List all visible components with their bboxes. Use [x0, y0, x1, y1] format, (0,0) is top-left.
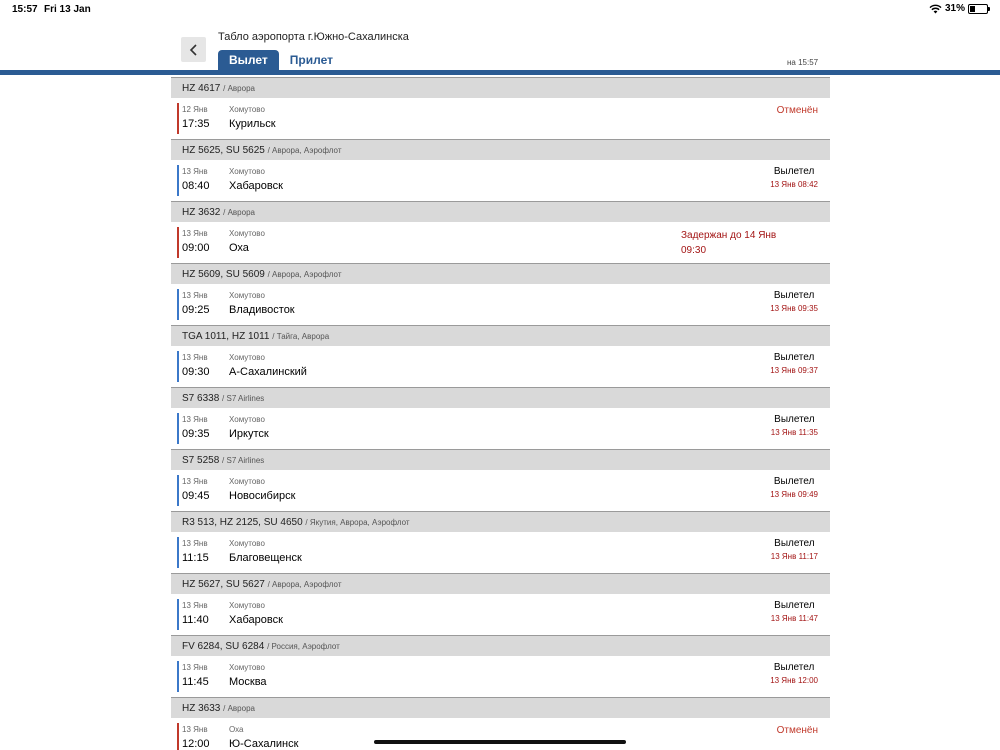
flight-time: 09:35 — [182, 428, 210, 440]
status-label: Вылетел — [774, 600, 815, 611]
status-actual-time: 13 Янв 11:17 — [770, 552, 818, 561]
flight-numbers: R3 513, HZ 2125, SU 4650 — [182, 517, 303, 528]
flight-row[interactable] — [171, 532, 830, 573]
flight-time: 08:40 — [182, 180, 210, 192]
flight-status — [777, 724, 818, 736]
flight-status-bar — [177, 227, 179, 258]
flight-numbers: HZ 5625, SU 5625 — [182, 145, 265, 156]
flight-date: 13 Янв — [182, 229, 208, 238]
flight-time: 09:45 — [182, 490, 210, 502]
status-label: Вылетел — [773, 166, 815, 177]
flight-row[interactable] — [171, 284, 830, 325]
flight-row[interactable] — [171, 222, 830, 263]
status-bar — [0, 0, 1000, 20]
flight-carriers: / Тайга, Аврора — [272, 332, 330, 341]
flight-time: 09:00 — [182, 242, 210, 254]
flight-status — [770, 476, 818, 499]
flight-date: 13 Янв — [182, 167, 208, 176]
flight-row[interactable] — [171, 346, 830, 387]
flight-date: 13 Янв — [182, 601, 208, 610]
flight-destination: Новосибирск — [229, 490, 296, 502]
flight-numbers: S7 5258 — [182, 455, 220, 466]
flight-origin: Хомутово — [229, 477, 265, 486]
flight-status — [770, 166, 818, 189]
flight-status — [771, 538, 818, 561]
flight-numbers: HZ 3633 — [182, 703, 221, 714]
status-label: Вылетел — [773, 290, 815, 301]
flight-time: 11:40 — [182, 614, 209, 626]
flight-header — [171, 139, 830, 160]
page-title: Табло аэропорта г.Южно-Сахалинска — [218, 31, 409, 43]
header — [0, 20, 1000, 70]
chevron-left-icon — [189, 44, 199, 56]
home-indicator[interactable] — [374, 740, 626, 744]
status-label: Вылетел — [773, 352, 815, 363]
flight-row[interactable] — [171, 470, 830, 511]
flight-carriers: / S7 Airlines — [222, 394, 265, 403]
status-actual-time: 13 Янв 12:00 — [770, 676, 818, 685]
battery-percent: 31% — [944, 3, 965, 14]
flight-status — [771, 600, 818, 623]
flight-numbers: HZ 3632 — [182, 207, 221, 218]
flight-time: 11:15 — [182, 552, 209, 564]
flight-destination: Иркутск — [229, 428, 269, 440]
flight-date: 13 Янв — [182, 353, 208, 362]
battery-icon — [968, 4, 988, 14]
battery-fill — [970, 6, 975, 12]
flight-status — [770, 352, 818, 375]
flight-numbers: HZ 5609, SU 5609 — [182, 269, 265, 280]
flight-row[interactable] — [171, 160, 830, 201]
flight-status-bar — [177, 475, 179, 506]
flight-status-bar — [177, 723, 179, 750]
flight-header — [171, 263, 830, 284]
back-button[interactable] — [181, 37, 206, 62]
flight-destination: Владивосток — [229, 304, 295, 316]
flight-origin: Хомутово — [229, 415, 265, 424]
updated-time: на 15:57 — [787, 58, 819, 67]
flight-origin: Хомутово — [229, 353, 265, 362]
flight-status-bar — [177, 351, 179, 382]
flight-row[interactable] — [171, 98, 830, 139]
flight-row[interactable] — [171, 408, 830, 449]
flight-numbers: TGA 1011, HZ 1011 — [182, 331, 270, 342]
status-time: 15:57 — [12, 4, 38, 15]
flight-origin: Хомутово — [229, 291, 265, 300]
status-actual-time: 13 Янв 11:47 — [770, 614, 818, 623]
flight-origin: Оха — [229, 725, 244, 734]
flight-destination: Ю-Сахалинск — [229, 738, 299, 750]
status-actual-time: 13 Янв 09:49 — [770, 490, 818, 499]
flight-date: 13 Янв — [182, 663, 208, 672]
flight-row[interactable] — [171, 656, 830, 697]
flight-status-bar — [177, 413, 179, 444]
flight-destination: Курильск — [229, 118, 276, 130]
flight-carriers: / Аврора — [223, 84, 255, 93]
flight-carriers: / Аврора — [223, 208, 255, 217]
wifi-icon — [929, 4, 942, 14]
flight-status — [777, 104, 818, 116]
status-actual-time: 13 Янв 11:35 — [770, 428, 818, 437]
flight-header — [171, 573, 830, 594]
tab-departures[interactable]: Вылет — [218, 50, 279, 71]
status-label: Вылетел — [774, 414, 815, 425]
flight-status — [770, 290, 818, 313]
flight-time: 12:00 — [182, 738, 210, 750]
status-label: Вылетел — [773, 662, 815, 673]
flight-carriers: / Аврора, Аэрофлот — [267, 580, 342, 589]
flight-status-bar — [177, 289, 179, 320]
flight-carriers: / Россия, Аэрофлот — [267, 642, 340, 651]
flight-status-bar — [177, 661, 179, 692]
flight-destination: Хабаровск — [229, 180, 283, 192]
flight-header — [171, 387, 830, 408]
flight-header — [171, 511, 830, 532]
flight-origin: Хомутово — [229, 105, 265, 114]
flight-origin: Хомутово — [229, 663, 265, 672]
flight-status — [771, 414, 818, 437]
flight-date: 12 Янв — [182, 105, 208, 114]
flight-carriers: / Аврора, Аэрофлот — [267, 146, 342, 155]
flight-date: 13 Янв — [182, 725, 208, 734]
flight-time: 09:25 — [182, 304, 210, 316]
flight-destination: Москва — [229, 676, 267, 688]
flight-destination: Благовещенск — [229, 552, 302, 564]
flight-origin: Хомутово — [229, 539, 265, 548]
header-divider — [0, 70, 1000, 75]
flight-status — [681, 228, 776, 258]
flight-origin: Хомутово — [229, 167, 265, 176]
flight-numbers: FV 6284, SU 6284 — [182, 641, 265, 652]
status-actual-time: 13 Янв 08:42 — [770, 180, 818, 189]
flight-board — [171, 77, 830, 750]
flight-status-bar — [177, 537, 179, 568]
flight-header — [171, 77, 830, 98]
status-label: Отменён — [776, 725, 818, 736]
status-actual-time: 13 Янв 09:35 — [770, 304, 818, 313]
flight-header — [171, 449, 830, 470]
flight-destination: Хабаровск — [229, 614, 283, 626]
flight-time: 11:45 — [182, 676, 209, 688]
flight-date: 13 Янв — [182, 539, 208, 548]
flight-origin: Хомутово — [229, 229, 265, 238]
flight-time: 09:30 — [182, 366, 210, 378]
flight-status-bar — [177, 599, 179, 630]
flight-status-bar — [177, 103, 179, 134]
flight-status-bar — [177, 165, 179, 196]
flight-destination: А-Сахалинский — [229, 366, 307, 378]
flight-header — [171, 325, 830, 346]
flight-header — [171, 697, 830, 718]
status-label: Вылетел — [774, 538, 815, 549]
flight-carriers: / Аврора — [223, 704, 255, 713]
status-actual-time: 13 Янв 09:37 — [770, 366, 818, 375]
tab-bar — [218, 50, 344, 71]
flight-carriers: / Якутия, Аврора, Аэрофлот — [305, 518, 410, 527]
flight-row[interactable] — [171, 594, 830, 635]
flight-numbers: S7 6338 — [182, 393, 220, 404]
flight-destination: Оха — [229, 242, 249, 254]
flight-date: 13 Янв — [182, 477, 208, 486]
status-date: Fri 13 Jan — [44, 4, 91, 15]
flight-numbers: HZ 4617 — [182, 83, 221, 94]
flight-date: 13 Янв — [182, 415, 208, 424]
flight-date: 13 Янв — [182, 291, 208, 300]
flight-status — [770, 662, 818, 685]
status-label: Отменён — [776, 105, 818, 116]
flight-header — [171, 635, 830, 656]
flight-numbers: HZ 5627, SU 5627 — [182, 579, 265, 590]
tab-arrivals[interactable]: Прилет — [289, 53, 333, 67]
flight-header — [171, 201, 830, 222]
status-label: Вылетел — [773, 476, 815, 487]
status-delay-time: 09:30 — [681, 245, 707, 256]
flight-carriers: / Аврора, Аэрофлот — [267, 270, 342, 279]
flight-carriers: / S7 Airlines — [222, 456, 265, 465]
status-label: Задержан до 14 Янв — [681, 230, 777, 241]
flight-origin: Хомутово — [229, 601, 265, 610]
status-right — [929, 3, 988, 14]
flight-row[interactable] — [171, 718, 830, 750]
flight-time: 17:35 — [182, 118, 210, 130]
